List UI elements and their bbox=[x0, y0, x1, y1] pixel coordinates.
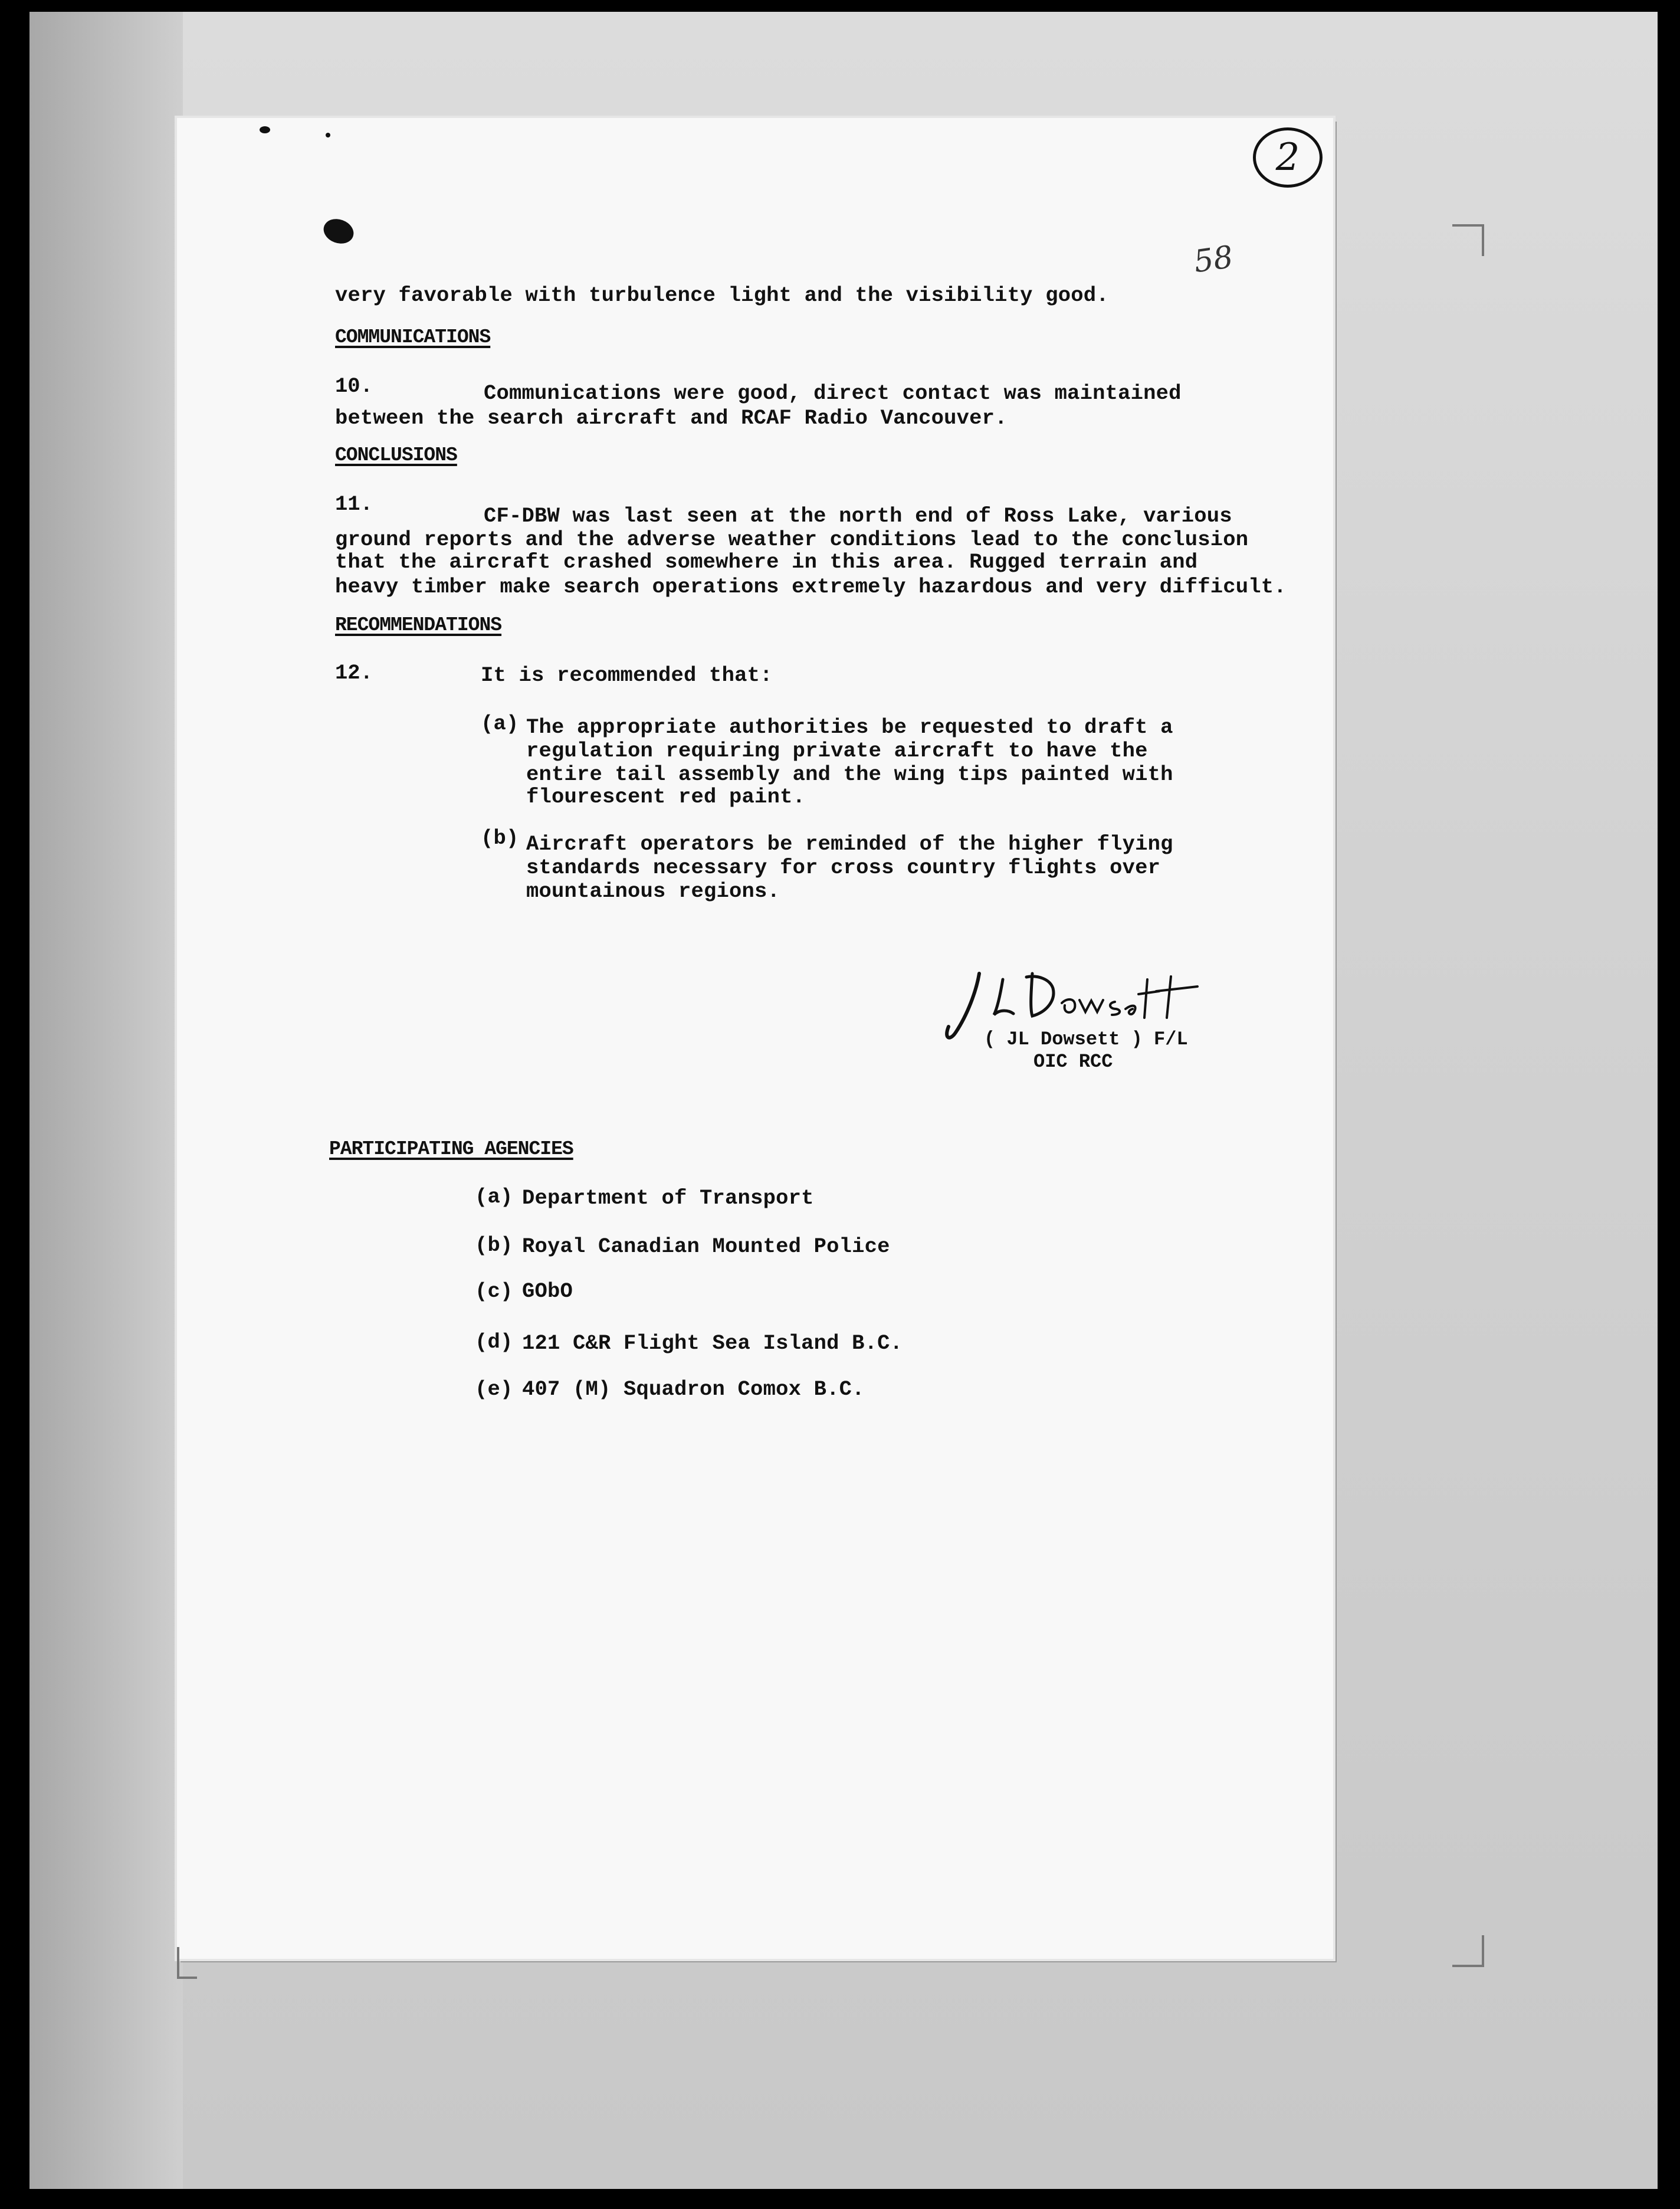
recommendations-number: 12. bbox=[335, 661, 373, 685]
conclusions-line: heavy timber make search operations extremely hazardous and very difficult. bbox=[335, 575, 1287, 599]
recommendation-line: The appropriate authorities be requested to draft a bbox=[526, 715, 1173, 739]
agency-marker: (a) bbox=[475, 1185, 513, 1209]
recommendation-line: entire tail assembly and the wing tips painted with bbox=[526, 762, 1173, 786]
communications-line: between the search aircraft and RCAF Radio Vancouver. bbox=[335, 406, 1008, 430]
signatory-name: ( JL Dowsett ) F/L bbox=[984, 1028, 1188, 1050]
agency-marker: (c) bbox=[475, 1279, 513, 1303]
agency-item: Department of Transport bbox=[522, 1186, 814, 1210]
crop-mark-bottom-left bbox=[177, 1947, 197, 1979]
agency-item: 121 C&R Flight Sea Island B.C. bbox=[522, 1331, 903, 1355]
recommendation-marker: (a) bbox=[481, 712, 519, 736]
scan-shadow bbox=[29, 12, 183, 2189]
folio-number: 58 bbox=[1192, 239, 1236, 280]
agency-item: Royal Canadian Mounted Police bbox=[522, 1234, 890, 1258]
recommendation-line: Aircraft operators be reminded of the higher flying bbox=[526, 832, 1173, 856]
recommendation-line: mountainous regions. bbox=[526, 879, 780, 903]
conclusions-line: ground reports and the adverse weather conditions lead to the conclusion bbox=[335, 527, 1249, 552]
communications-heading: COMMUNICATIONS bbox=[335, 326, 491, 348]
agency-marker: (e) bbox=[475, 1377, 513, 1401]
recommendation-line: regulation requiring private aircraft to have the bbox=[526, 739, 1148, 763]
recommendations-intro: It is recommended that: bbox=[481, 663, 773, 687]
agency-item: GObO bbox=[522, 1279, 573, 1303]
conclusions-line: that the aircraft crashed somewhere in this area. Rugged terrain and bbox=[335, 550, 1198, 574]
agency-marker: (b) bbox=[475, 1233, 513, 1257]
agency-item: 407 (M) Squadron Comox B.C. bbox=[522, 1377, 865, 1401]
signatory-title: OIC RCC bbox=[1033, 1051, 1113, 1073]
crop-mark-top-right bbox=[1452, 224, 1484, 256]
recommendation-line: standards necessary for cross country flights over bbox=[526, 856, 1161, 880]
intro-line: very favorable with turbulence light and the visibility good. bbox=[335, 283, 1109, 307]
ink-smudge bbox=[260, 126, 270, 133]
conclusions-number: 11. bbox=[335, 492, 373, 516]
agency-marker: (d) bbox=[475, 1330, 513, 1354]
recommendation-marker: (b) bbox=[481, 826, 519, 850]
ink-smudge bbox=[326, 133, 330, 137]
recommendation-line: flourescent red paint. bbox=[526, 785, 806, 809]
page-number: 2 bbox=[1253, 127, 1323, 188]
conclusions-heading: CONCLUSIONS bbox=[335, 444, 457, 466]
participating-agencies-heading: PARTICIPATING AGENCIES bbox=[329, 1138, 573, 1160]
recommendations-heading: RECOMMENDATIONS bbox=[335, 614, 502, 636]
conclusions-line: CF-DBW was last seen at the north end of Ross Lake, various bbox=[484, 504, 1232, 528]
crop-mark-bottom-right bbox=[1452, 1935, 1484, 1967]
communications-number: 10. bbox=[335, 374, 373, 398]
communications-line: Communications were good, direct contact was maintained bbox=[484, 381, 1182, 405]
